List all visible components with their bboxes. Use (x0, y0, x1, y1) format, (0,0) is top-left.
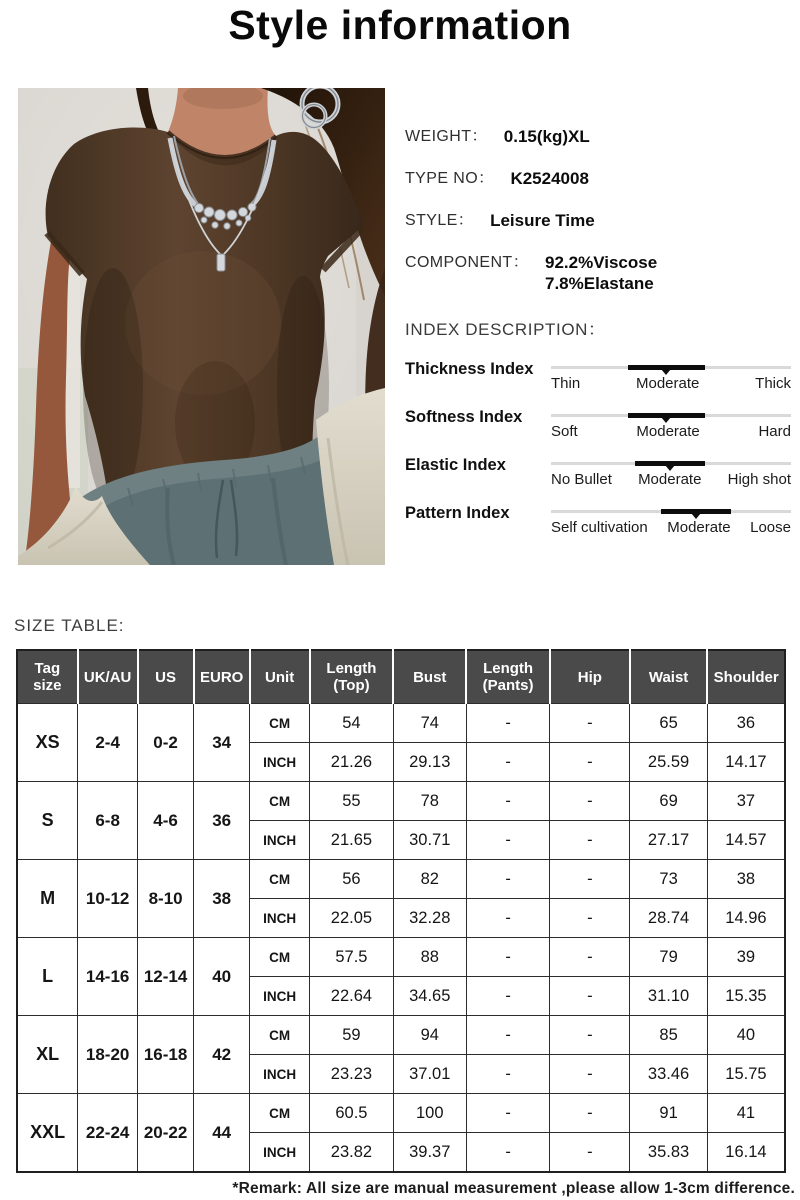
table-cell: 88 (393, 938, 466, 977)
table-cell: 38 (194, 860, 250, 938)
table-cell: - (550, 1094, 630, 1133)
slider-marker (628, 365, 705, 370)
table-cell: 33.46 (630, 1055, 708, 1094)
table-cell: - (550, 977, 630, 1016)
table-cell: 94 (393, 1016, 466, 1055)
table-cell: 40 (707, 1016, 785, 1055)
table-cell: XXL (17, 1094, 78, 1173)
softness-index-label: Softness Index (405, 408, 523, 426)
column-header: Waist (630, 650, 708, 704)
table-cell: INCH (250, 977, 310, 1016)
table-cell: 42 (194, 1016, 250, 1094)
table-cell: - (466, 938, 550, 977)
weight-field (405, 126, 791, 147)
option-label: Hard (758, 423, 791, 440)
table-cell: - (466, 1133, 550, 1173)
table-row (17, 782, 785, 821)
table-cell: - (466, 977, 550, 1016)
table-cell: 20-22 (138, 1094, 194, 1173)
table-cell: - (466, 860, 550, 899)
pattern-index-slider (551, 500, 791, 536)
pattern-index-label: Pattern Index (405, 504, 510, 522)
thickness-index-row (405, 356, 791, 392)
type-no-label: TYPE NO： (405, 170, 495, 187)
slider-marker (628, 413, 705, 418)
table-cell: 59 (310, 1016, 394, 1055)
table-cell: CM (250, 782, 310, 821)
table-cell: CM (250, 1016, 310, 1055)
style-label: STYLE： (405, 212, 475, 229)
component-field (405, 252, 791, 294)
product-photo (18, 88, 385, 565)
thickness-index-slider (551, 356, 791, 392)
table-cell: - (550, 821, 630, 860)
table-cell: 22.05 (310, 899, 394, 938)
table-cell: L (17, 938, 78, 1016)
table-cell: 36 (194, 782, 250, 860)
style-value: Leisure Time (490, 211, 595, 230)
table-cell: 54 (310, 704, 394, 743)
elastic-index-slider (551, 452, 791, 488)
table-cell: INCH (250, 899, 310, 938)
table-cell: INCH (250, 821, 310, 860)
table-cell: - (466, 1055, 550, 1094)
slider-marker (635, 461, 705, 466)
size-table-header (17, 650, 785, 704)
component-label: COMPONENT： (405, 254, 529, 271)
column-header: Length (Top) (310, 650, 394, 704)
option-label: Self cultivation (551, 519, 648, 536)
option-label: High shot (727, 471, 791, 488)
table-cell: 41 (707, 1094, 785, 1133)
table-cell: - (550, 1016, 630, 1055)
table-cell: 69 (630, 782, 708, 821)
table-cell: 100 (393, 1094, 466, 1133)
table-cell: 8-10 (138, 860, 194, 938)
elastic-index-row (405, 452, 791, 488)
table-cell: S (17, 782, 78, 860)
column-header: Length (Pants) (466, 650, 550, 704)
table-cell: 39 (707, 938, 785, 977)
column-header: Shoulder (707, 650, 785, 704)
column-header: UK/AU (78, 650, 138, 704)
table-cell: 28.74 (630, 899, 708, 938)
table-row (17, 1094, 785, 1133)
table-cell: 40 (194, 938, 250, 1016)
table-cell: 38 (707, 860, 785, 899)
table-cell: 30.71 (393, 821, 466, 860)
elastic-index-label: Elastic Index (405, 456, 506, 474)
table-cell: 44 (194, 1094, 250, 1173)
option-label: No Bullet (551, 471, 612, 488)
table-cell: M (17, 860, 78, 938)
table-cell: 35.83 (630, 1133, 708, 1173)
column-header: US (138, 650, 194, 704)
option-label: Moderate (636, 423, 700, 440)
weight-value: 0.15(kg)XL (503, 127, 590, 146)
table-cell: 31.10 (630, 977, 708, 1016)
table-cell: 29.13 (393, 743, 466, 782)
slider-track (551, 366, 791, 369)
table-cell: 85 (630, 1016, 708, 1055)
table-cell: - (466, 1016, 550, 1055)
softness-index-row (405, 404, 791, 440)
page-title: Style information (228, 2, 572, 48)
table-cell: 39.37 (393, 1133, 466, 1173)
table-cell: 37 (707, 782, 785, 821)
option-label: Thin (551, 375, 581, 392)
table-row (17, 938, 785, 977)
table-cell: - (550, 704, 630, 743)
table-cell: 14-16 (78, 938, 138, 1016)
table-cell: - (550, 860, 630, 899)
table-cell: 21.26 (310, 743, 394, 782)
table-row (17, 860, 785, 899)
table-cell: 14.96 (707, 899, 785, 938)
style-field (405, 210, 791, 231)
table-cell: 23.82 (310, 1133, 394, 1173)
table-cell: CM (250, 860, 310, 899)
option-label: Soft (551, 423, 578, 440)
table-cell: 4-6 (138, 782, 194, 860)
column-header: Unit (250, 650, 310, 704)
table-cell: - (550, 782, 630, 821)
table-cell: 22.64 (310, 977, 394, 1016)
table-cell: - (466, 899, 550, 938)
table-cell: - (466, 782, 550, 821)
column-header: Hip (550, 650, 630, 704)
table-cell: INCH (250, 1133, 310, 1173)
table-cell: CM (250, 704, 310, 743)
size-table-heading: SIZE TABLE: (14, 616, 125, 635)
table-cell: 56 (310, 860, 394, 899)
table-cell: 91 (630, 1094, 708, 1133)
table-cell: - (466, 743, 550, 782)
table-cell: 34.65 (393, 977, 466, 1016)
option-label: Loose (750, 519, 791, 536)
table-cell: - (466, 1094, 550, 1133)
model-photo-illustration (18, 88, 385, 565)
column-header: EURO (194, 650, 250, 704)
column-header: Bust (393, 650, 466, 704)
table-cell: 79 (630, 938, 708, 977)
table-cell: - (550, 1055, 630, 1094)
table-cell: - (550, 938, 630, 977)
table-cell: 6-8 (78, 782, 138, 860)
table-cell: 36 (707, 704, 785, 743)
table-cell: 2-4 (78, 704, 138, 782)
table-cell: XS (17, 704, 78, 782)
table-cell: 14.57 (707, 821, 785, 860)
table-cell: - (550, 1133, 630, 1173)
weight-label: WEIGHT： (405, 128, 488, 145)
column-header: Tag size (17, 650, 78, 704)
component-value-2: 7.8%Elastane (545, 274, 654, 293)
table-cell: - (466, 821, 550, 860)
option-label: Thick (755, 375, 791, 392)
table-row (17, 1016, 785, 1055)
table-cell: 0-2 (138, 704, 194, 782)
remark-note: *Remark: All size are manual measurement ,please allow 1-3cm difference. (232, 1180, 795, 1197)
table-cell: 27.17 (630, 821, 708, 860)
option-label: Moderate (635, 375, 700, 392)
table-cell: 73 (630, 860, 708, 899)
table-cell: CM (250, 1094, 310, 1133)
table-cell: 18-20 (78, 1016, 138, 1094)
product-info (405, 126, 791, 548)
table-cell: 34 (194, 704, 250, 782)
table-cell: - (466, 704, 550, 743)
size-table (16, 649, 786, 1173)
slider-track (551, 510, 791, 513)
size-table-wrap (16, 649, 786, 1173)
table-cell: 25.59 (630, 743, 708, 782)
table-cell: 21.65 (310, 821, 394, 860)
table-cell: 14.17 (707, 743, 785, 782)
table-cell: 57.5 (310, 938, 394, 977)
table-cell: 15.35 (707, 977, 785, 1016)
table-row (17, 704, 785, 743)
table-cell: 78 (393, 782, 466, 821)
table-cell: 22-24 (78, 1094, 138, 1173)
slider-track (551, 462, 791, 465)
type-no-field (405, 168, 791, 189)
type-no-value: K2524008 (510, 169, 589, 188)
table-cell: 55 (310, 782, 394, 821)
table-cell: - (550, 743, 630, 782)
table-cell: 16.14 (707, 1133, 785, 1173)
table-cell: - (550, 899, 630, 938)
table-cell: CM (250, 938, 310, 977)
index-description-heading: INDEX DESCRIPTION： (405, 320, 606, 339)
thickness-index-label: Thickness Index (405, 360, 534, 378)
table-cell: 15.75 (707, 1055, 785, 1094)
option-label: Moderate (667, 519, 731, 536)
table-cell: 23.23 (310, 1055, 394, 1094)
softness-index-slider (551, 404, 791, 440)
table-cell: 10-12 (78, 860, 138, 938)
table-cell: 74 (393, 704, 466, 743)
slider-marker (661, 509, 731, 514)
table-cell: 37.01 (393, 1055, 466, 1094)
table-cell: XL (17, 1016, 78, 1094)
table-cell: INCH (250, 1055, 310, 1094)
table-cell: INCH (250, 743, 310, 782)
component-value-1: 92.2%Viscose (545, 253, 658, 272)
table-cell: 65 (630, 704, 708, 743)
slider-track (551, 414, 791, 417)
table-cell: 32.28 (393, 899, 466, 938)
table-cell: 82 (393, 860, 466, 899)
pattern-index-row (405, 500, 791, 536)
table-cell: 60.5 (310, 1094, 394, 1133)
option-label: Moderate (638, 471, 702, 488)
table-cell: 16-18 (138, 1016, 194, 1094)
table-cell: 12-14 (138, 938, 194, 1016)
